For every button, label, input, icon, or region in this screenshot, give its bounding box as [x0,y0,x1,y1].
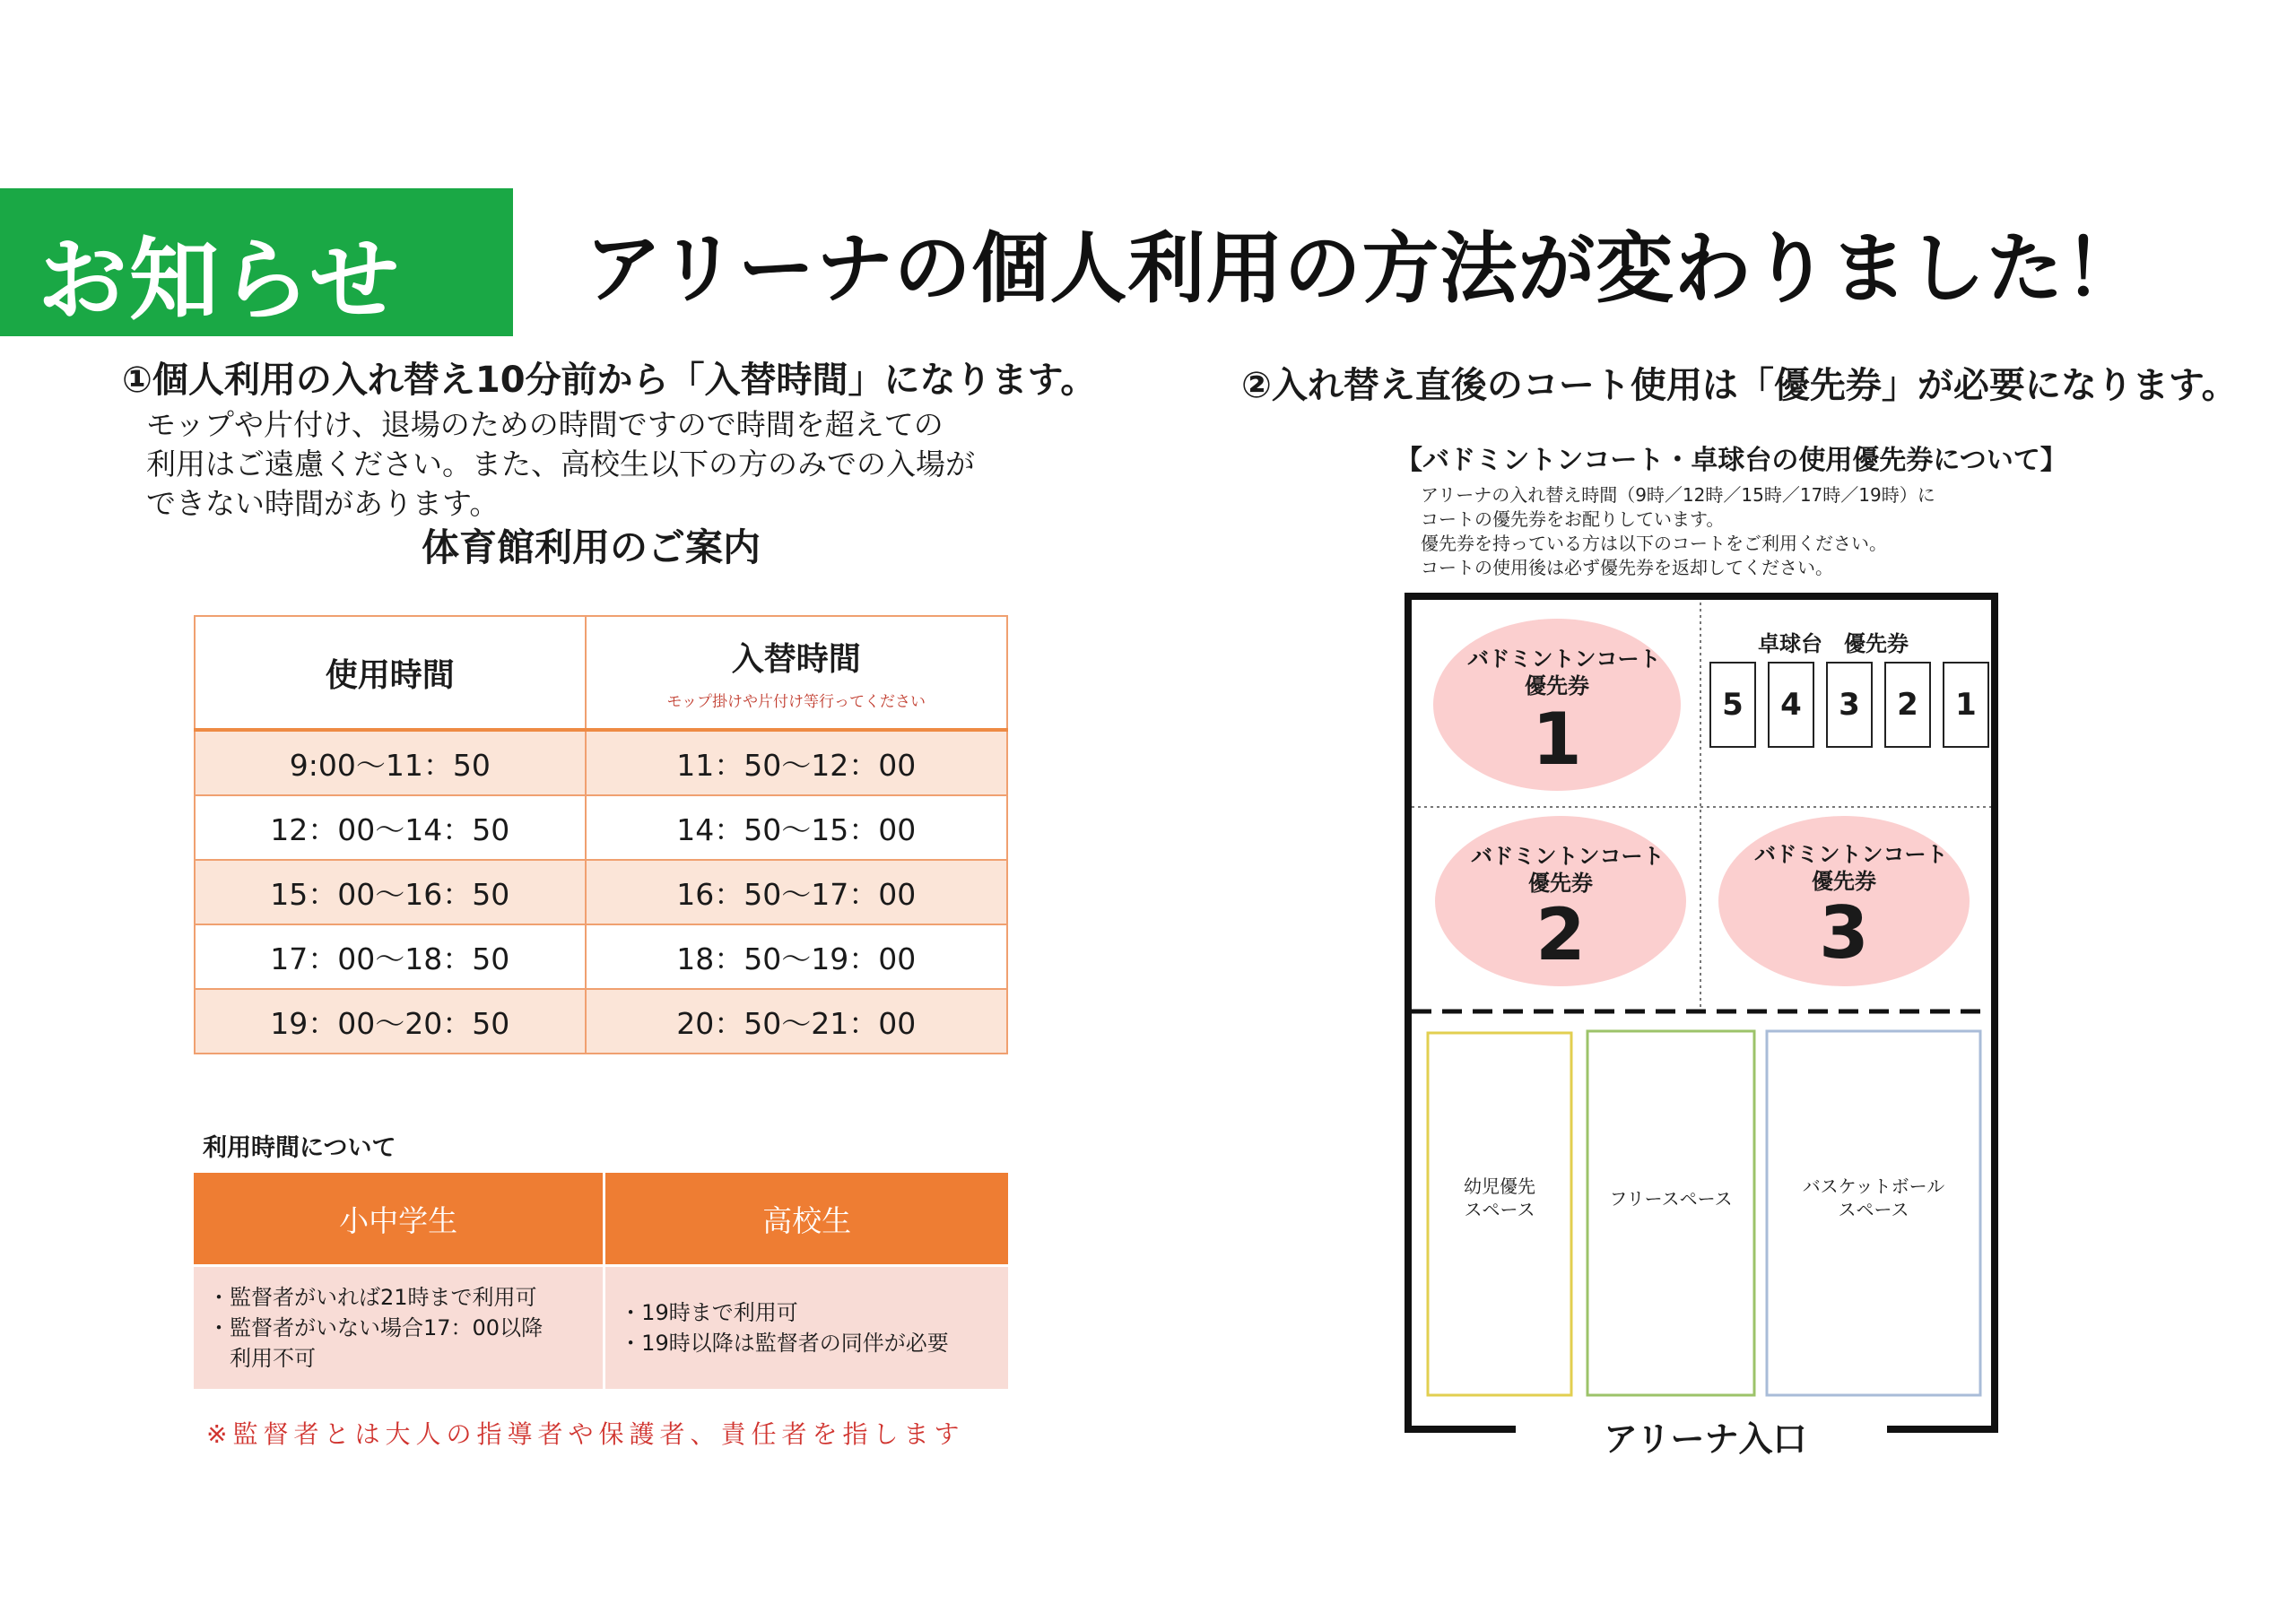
schedule-header-usage-label: 使用時間 [325,656,455,694]
table-tennis-title: 卓球台 優先券 [1758,631,1909,656]
usage-time-cell: 17：00〜18：50 [195,924,586,989]
court-3-number: 3 [1819,891,1869,975]
section2-heading: ②入れ替え直後のコート使用は「優先券」が必要になります。 [1241,365,2238,406]
section1-body-line: できない時間があります。 [146,486,500,521]
section1-body-line: 利用はご遠慮ください。また、高校生以下の方のみでの入場が [146,447,975,481]
guide-title: 体育館利用のご案内 [422,525,761,569]
section1-heading: ①個人利用の入れ替え10分前から「入替時間」になります。 [122,360,1097,401]
usage-line: ・19時まで利用可 [620,1300,798,1325]
table-tennis-box: 3 [1826,662,1873,748]
infant-space-label-line: スペース [1464,1199,1535,1220]
usage-header-elementary: 小中学生 [194,1173,604,1266]
table-tennis-box: 2 [1884,662,1931,748]
usage-line: ・19時以降は監督者の同伴が必要 [620,1331,949,1356]
court-2-label-coupon: 優先券 [1528,871,1593,896]
change-time-cell: 20：50〜21：00 [586,989,1007,1054]
basketball-space-label-line: バスケットボール [1802,1175,1945,1197]
schedule-header-change-label: 入替時間 [731,641,861,678]
court-3-label-coupon: 優先券 [1812,869,1876,894]
section1-body-line: モップや片付け、退場のための時間ですので時間を超えての [146,407,944,442]
coupon-desc-line: コートの使用後は必ず優先券を返却してください。 [1421,557,1833,578]
table-tennis-box: 5 [1709,662,1756,748]
usage-header-highschool: 高校生 [604,1173,1008,1266]
coupon-desc-line: 優先券を持っている方は以下のコートをご利用ください。 [1421,533,1887,554]
court-1-label-name: バドミントンコート [1467,646,1661,672]
change-time-cell: 14：50〜15：00 [586,795,1007,860]
notice-badge-label: お知らせ [38,228,401,333]
schedule-header-note: モップ掛けや片付け等行ってください [666,693,926,711]
court-2-label [1471,843,1665,897]
usage-line: 利用不可 [208,1346,316,1371]
table-tennis-box: 1 [1943,662,1989,748]
change-time-cell: 16：50〜17：00 [586,860,1007,924]
court-3-label [1754,841,1948,895]
usage-line: ・監督者がいない場合17：00以降 [208,1315,544,1340]
free-space [1587,1031,1754,1395]
arena-entrance-label: アリーナ入口 [1604,1419,1807,1459]
coupon-desc-line: コートの優先券をお配りしています。 [1421,508,1725,530]
court-2-number: 2 [1535,893,1586,976]
supervisor-note: ※監督者とは大人の指導者や保護者、責任者を指します [206,1419,965,1449]
usage-time-cell: 19：00〜20：50 [195,989,586,1054]
court-1-label-coupon: 優先券 [1525,673,1589,698]
free-space-label-line: フリースペース [1609,1188,1733,1210]
court-2-label-name: バドミントンコート [1471,844,1665,869]
change-time-cell: 18：50〜19：00 [586,924,1007,989]
page-title: アリーナの個人利用の方法が変わりました！ [585,224,2143,314]
usage-time-cell: 15：00〜16：50 [195,860,586,924]
infant-space-label [1428,1175,1571,1221]
change-time-cell: 11：50〜12：00 [586,730,1007,795]
court-3-label-name: バドミントンコート [1754,842,1948,867]
basketball-space-label [1767,1175,1980,1221]
basketball-space-label-line: スペース [1838,1199,1909,1220]
usage-time-cell: 9:00〜11：50 [195,730,586,795]
infant-space-label-line: 幼児優先 [1464,1175,1535,1197]
court-1-number: 1 [1532,698,1582,781]
court-1-label [1467,646,1661,699]
table-tennis-box: 4 [1768,662,1814,748]
coupon-desc-line: アリーナの入れ替え時間（9時／12時／15時／17時／19時）に [1421,484,1935,506]
usage-line: ・監督者がいれば21時まで利用可 [208,1285,537,1310]
coupon-title: 【バドミントンコート・卓球台の使用優先券について】 [1396,445,2067,476]
free-space-label [1587,1187,1754,1210]
usage-time-cell: 12：00〜14：50 [195,795,586,860]
usage-label: 利用時間について [203,1134,396,1162]
